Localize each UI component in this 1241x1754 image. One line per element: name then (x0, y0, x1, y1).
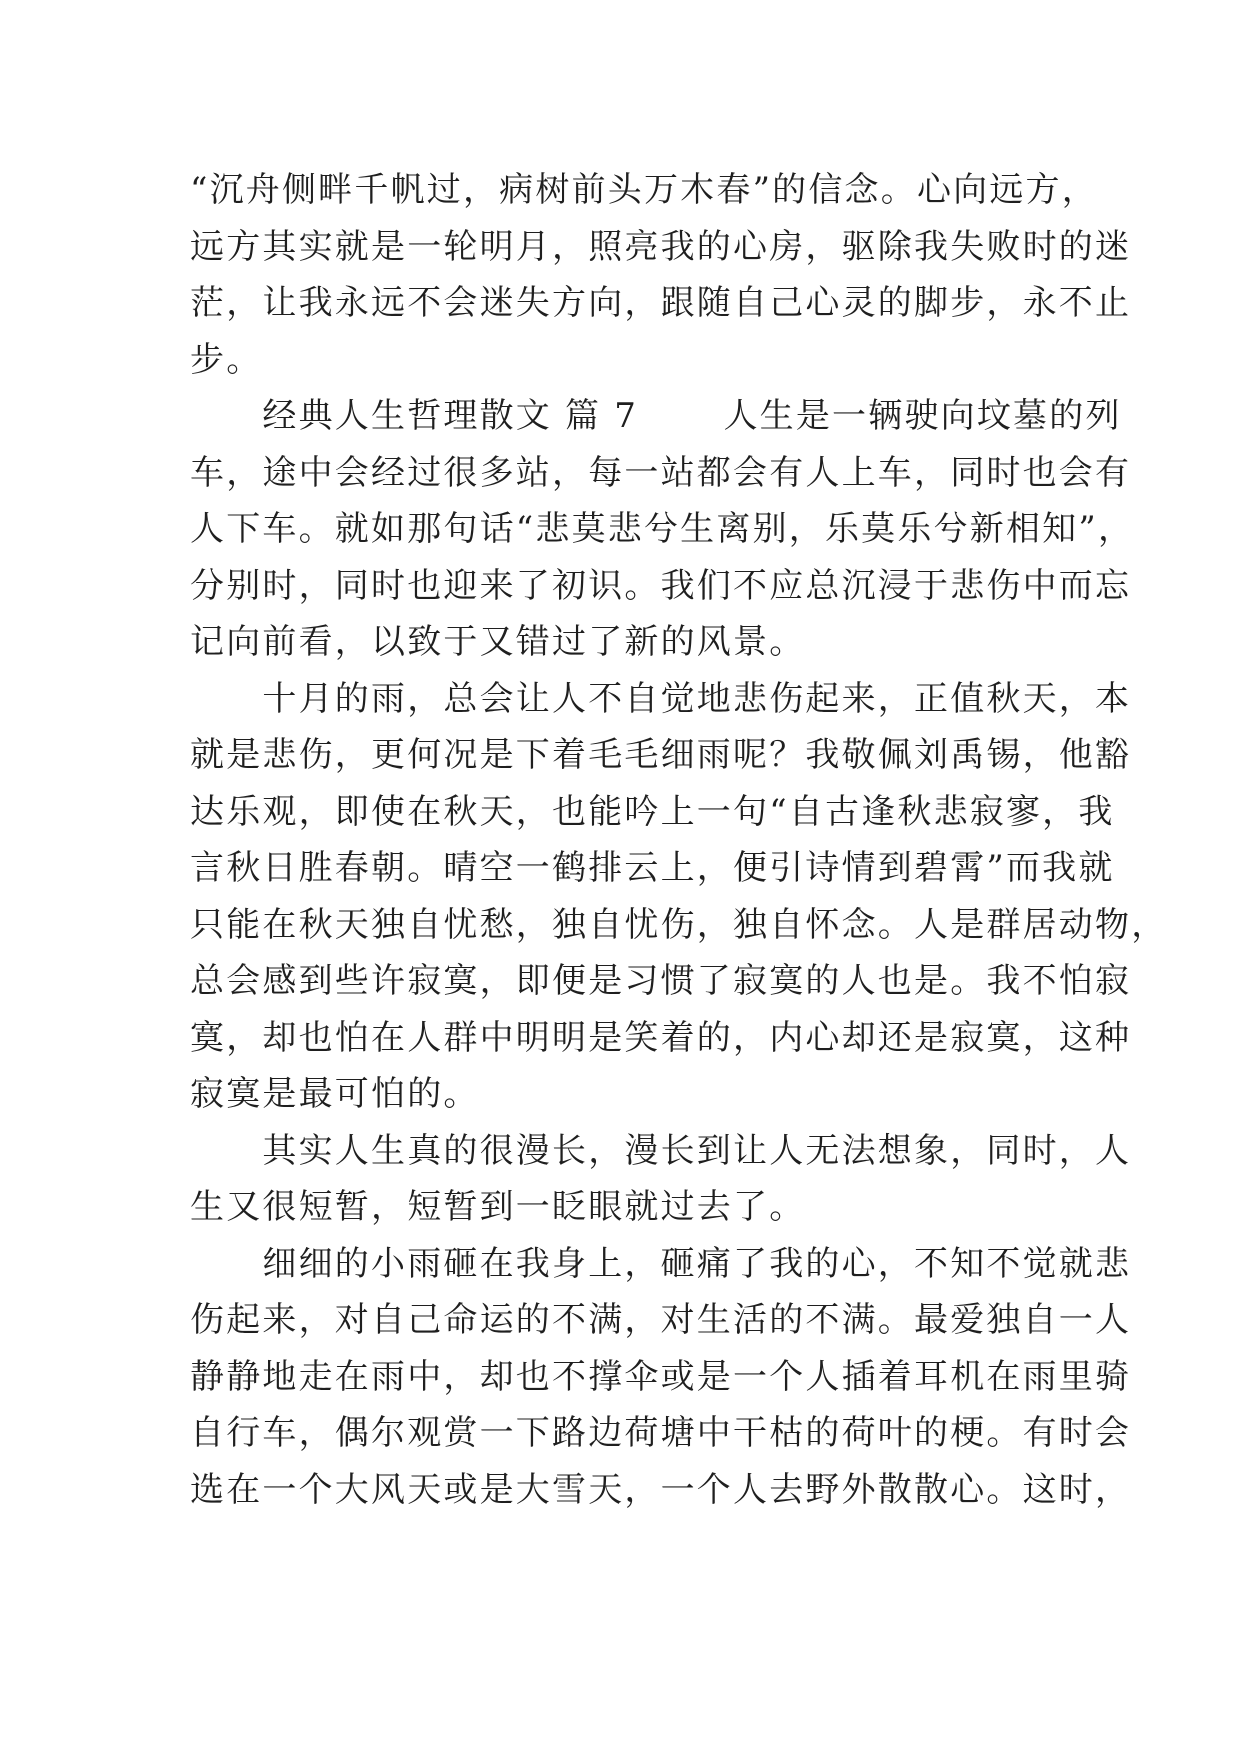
text-line: 就是悲伤，更何况是下着毛毛细雨呢？我敬佩刘禹锡，他豁 (190, 735, 1132, 775)
text-line: 茫，让我永远不会迷失方向，跟随自己心灵的脚步，永不止 (190, 283, 1132, 323)
text-line: 总会感到些许寂寞，即便是习惯了寂寞的人也是。我不怕寂 (190, 961, 1132, 1001)
text-line: 车，途中会经过很多站，每一站都会有人上车，同时也会有 (190, 452, 1132, 493)
text-line: 十月的雨，总会让人不自觉地悲伤起来，正值秋天，本 (190, 678, 1132, 719)
text-line: 经典人生哲理散文 篇 7 人生是一辆驶向坟墓的列 (190, 396, 1122, 436)
body-text (190, 162, 1168, 1518)
text-line: 伤起来，对自己命运的不满，对生活的不满。最爱独自一人 (190, 1300, 1132, 1340)
text-line: 寞，却也怕在人群中明明是笑着的，内心却还是寂寞，这种 (190, 1017, 1132, 1058)
text-line: 记向前看，以致于又错过了新的风景。 (190, 622, 806, 662)
text-line: 达乐观，即使在秋天，也能吟上一句“自古逢秋悲寂寥，我 (190, 791, 1115, 832)
text-line: 步。 (190, 339, 263, 380)
text-line: 其实人生真的很漫长，漫长到让人无法想象，同时，人 (190, 1130, 1132, 1171)
text-line: 只能在秋天独自忧愁，独自忧伤，独自怀念。人是群居动物， (190, 904, 1168, 945)
text-line: 细细的小雨砸在我身上，砸痛了我的心，不知不觉就悲 (190, 1243, 1132, 1284)
text-line: 分别时，同时也迎来了初识。我们不应总沉浸于悲伤中而忘 (190, 565, 1132, 606)
text-line: 静静地走在雨中，却也不撑伞或是一个人插着耳机在雨里骑 (190, 1356, 1132, 1397)
text-line: 自行车，偶尔观赏一下路边荷塘中干枯的荷叶的梗。有时会 (190, 1413, 1132, 1453)
text-line: 远方其实就是一轮明月，照亮我的心房，驱除我失败时的迷 (190, 226, 1132, 267)
text-line: 人下车。就如那句话“悲莫悲兮生离别，乐莫乐兮新相知”， (190, 509, 1135, 549)
text-line: 寂寞是最可怕的。 (190, 1074, 480, 1114)
text-line: 选在一个大风天或是大雪天，一个人去野外散散心。这时， (190, 1469, 1132, 1510)
text-line: 言秋日胜春朝。晴空一鹤排云上，便引诗情到碧霄”而我就 (190, 848, 1115, 888)
text-line: “沉舟侧畔千帆过，病树前头万木春”的信念。心向远方， (190, 170, 1098, 210)
text-line: 生又很短暂，短暂到一眨眼就过去了。 (190, 1187, 806, 1227)
